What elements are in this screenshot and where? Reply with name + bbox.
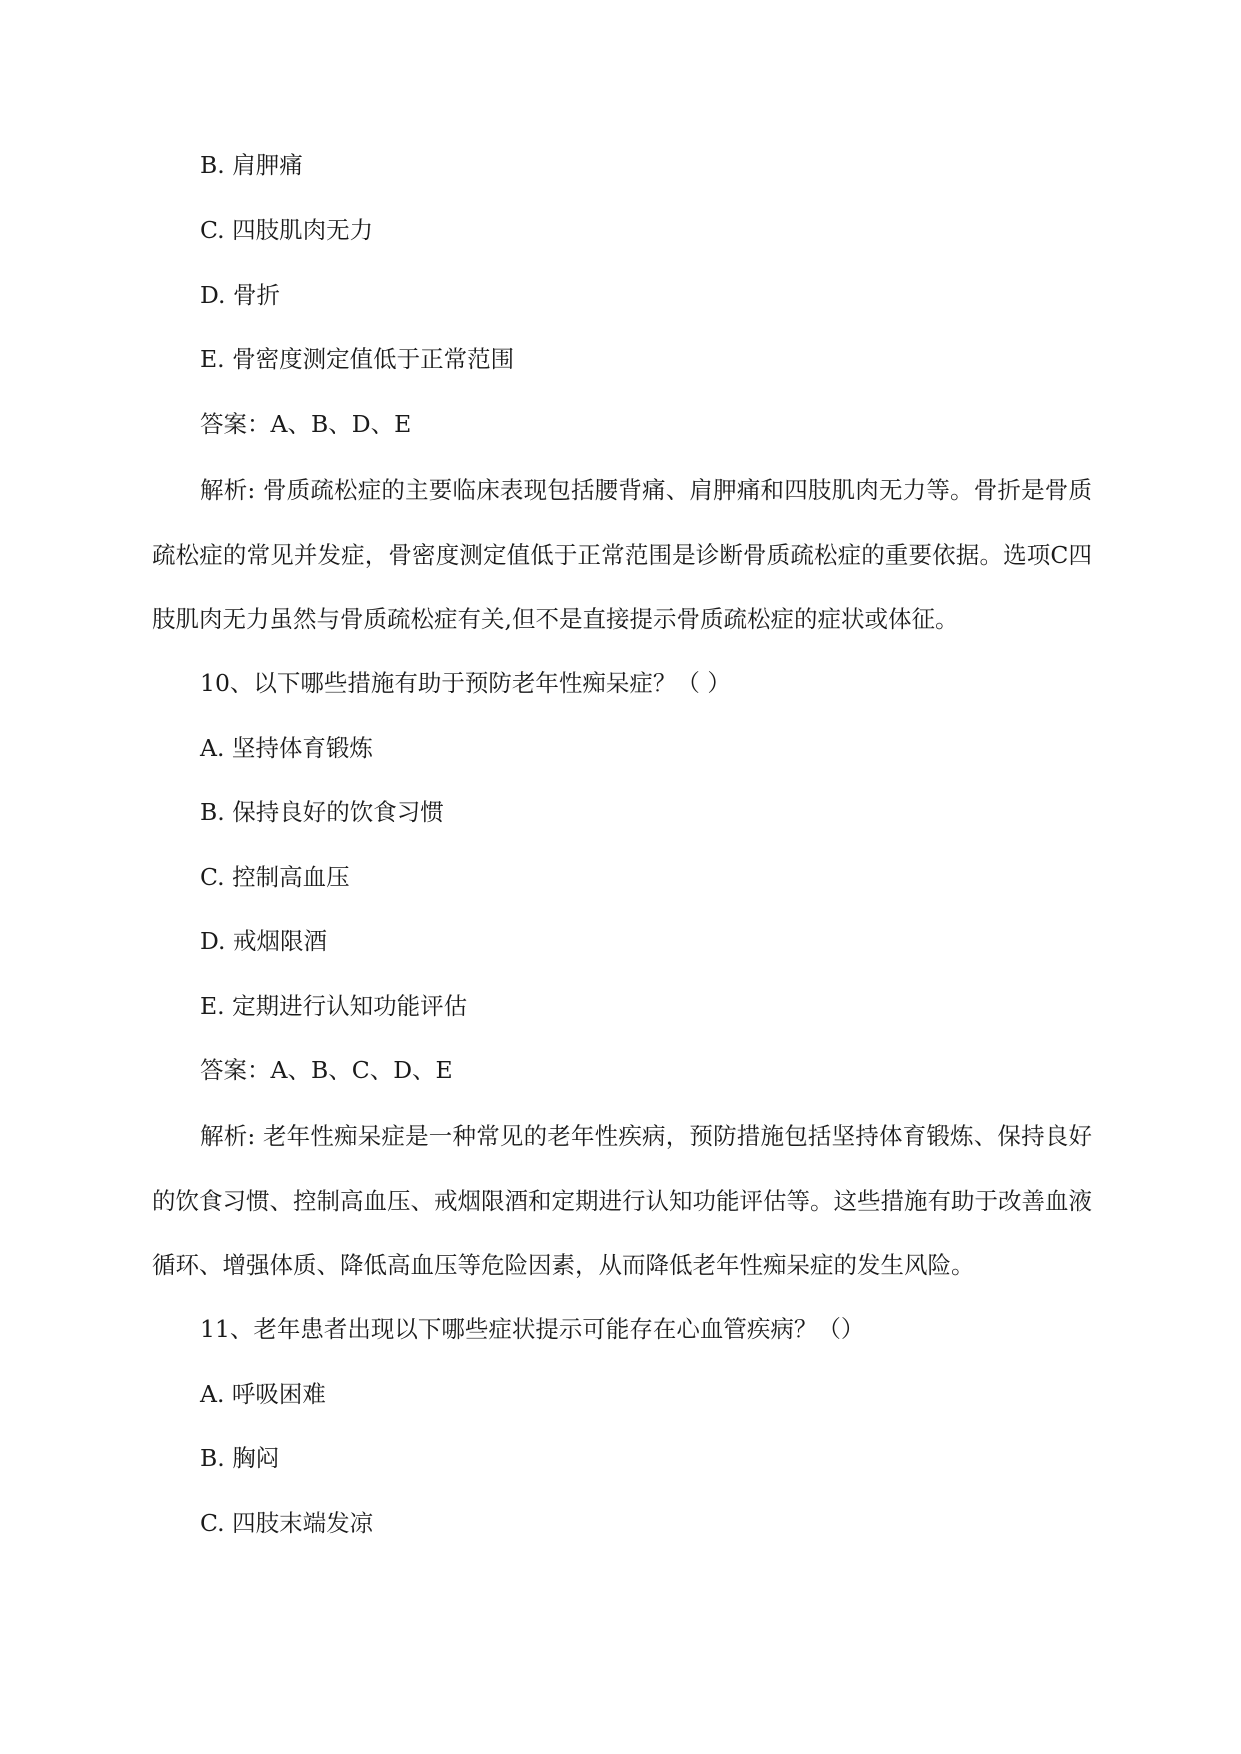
q9-option-e: E. 骨密度测定值低于正常范围 — [200, 345, 515, 373]
q10-option-a: A. 坚持体育锻炼 — [200, 734, 373, 762]
q10-answer: 答案：A、B、C、D、E — [200, 1056, 453, 1084]
q10-option-e: E. 定期进行认知功能评估 — [200, 992, 468, 1020]
q11-question: 11、老年患者出现以下哪些症状提示可能存在心血管疾病？（） — [200, 1315, 865, 1343]
q11-option-b: B. 胸闷 — [200, 1444, 280, 1472]
q10-option-c: C. 控制高血压 — [200, 863, 350, 891]
q11-option-c: C. 四肢末端发凉 — [200, 1509, 374, 1537]
q10-analysis: 解析: 老年性痴呆症是一种常见的老年性疾病，预防措施包括坚持体育锻炼、保持良好的饮食习惯、控制高血压、戒烟限酒和定期进行认知功能评估等。这些措施有助于改善血液循环、增强体质、降低高血压等危险因素，从而降低老年性痴呆症的发生风险。 — [152, 1122, 1092, 1279]
q11-option-a: A. 呼吸困难 — [200, 1380, 326, 1408]
q9-answer: 答案：A、B、D、E — [200, 410, 412, 438]
q9-option-b: B. 肩胛痛 — [200, 151, 303, 179]
q10-option-d: D. 戒烟限酒 — [200, 927, 327, 955]
q9-option-c: C. 四肢肌肉无力 — [200, 216, 374, 244]
q10-question: 10、以下哪些措施有助于预防老年性痴呆症？（ ） — [200, 669, 731, 697]
q9-analysis: 解析: 骨质疏松症的主要临床表现包括腰背痛、肩胛痛和四肢肌肉无力等。骨折是骨质疏松症的常见并发症，骨密度测定值低于正常范围是诊断骨质疏松症的重要依据。选项C四肢肌肉无力虽然与骨质疏松症有关,但不是直接提示骨质疏松症的症状或体征。 — [152, 476, 1092, 633]
q9-option-d: D. 骨折 — [200, 281, 280, 309]
q10-option-b: B. 保持良好的饮食习惯 — [200, 798, 444, 826]
